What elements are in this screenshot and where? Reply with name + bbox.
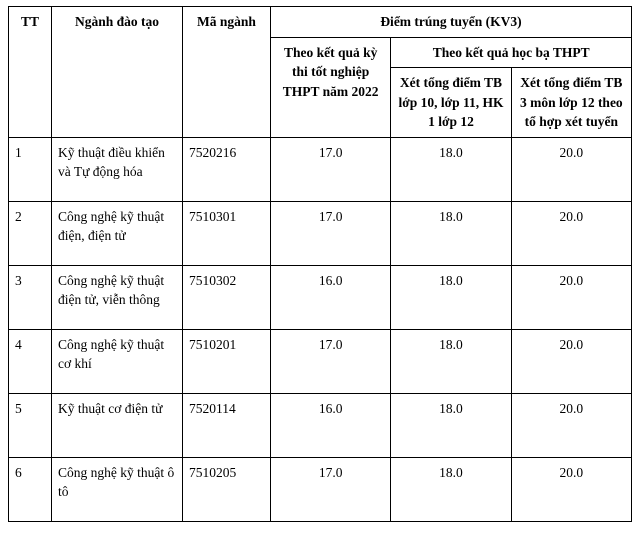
header-by-exam: Theo kết quả kỳ thi tốt nghiệp THPT năm 2022 <box>271 37 391 137</box>
cell-major-name: Công nghệ kỹ thuật điện tử, viễn thông <box>52 265 183 329</box>
cell-major-name: Kỹ thuật điều khiển và Tự động hóa <box>52 137 183 201</box>
cell-tt: 6 <box>9 457 52 521</box>
cell-transcript-score-2: 20.0 <box>511 137 631 201</box>
cell-tt: 1 <box>9 137 52 201</box>
header-tt: TT <box>9 7 52 138</box>
header-score-group: Điểm trúng tuyển (KV3) <box>271 7 632 38</box>
header-transcript-sub2: Xét tổng điểm TB 3 môn lớp 12 theo tổ hợp xét tuyển <box>511 68 631 138</box>
cell-major-name: Công nghệ kỹ thuật cơ khí <box>52 329 183 393</box>
cell-tt: 5 <box>9 393 52 457</box>
cell-exam-score: 16.0 <box>271 265 391 329</box>
table-row <box>9 265 632 329</box>
header-transcript-sub1: Xét tổng điểm TB lớp 10, lớp 11, HK 1 lớp 12 <box>391 68 511 138</box>
header-major-code: Mã ngành <box>183 7 271 138</box>
header-major-name: Ngành đào tạo <box>52 7 183 138</box>
header-by-transcript: Theo kết quả học bạ THPT <box>391 37 632 68</box>
cell-exam-score: 16.0 <box>271 393 391 457</box>
cell-exam-score: 17.0 <box>271 457 391 521</box>
cell-exam-score: 17.0 <box>271 137 391 201</box>
table-body <box>9 137 632 521</box>
table-row <box>9 329 632 393</box>
admission-score-table <box>8 6 632 522</box>
cell-transcript-score-1: 18.0 <box>391 329 511 393</box>
table-row <box>9 137 632 201</box>
cell-transcript-score-2: 20.0 <box>511 265 631 329</box>
table-header <box>9 7 632 138</box>
cell-exam-score: 17.0 <box>271 201 391 265</box>
cell-tt: 3 <box>9 265 52 329</box>
cell-transcript-score-1: 18.0 <box>391 457 511 521</box>
cell-tt: 4 <box>9 329 52 393</box>
cell-transcript-score-1: 18.0 <box>391 265 511 329</box>
header-row-1 <box>9 7 632 38</box>
cell-major-code: 7510201 <box>183 329 271 393</box>
cell-transcript-score-1: 18.0 <box>391 393 511 457</box>
cell-major-code: 7510205 <box>183 457 271 521</box>
cell-major-code: 7510301 <box>183 201 271 265</box>
cell-major-name: Công nghệ kỹ thuật ô tô <box>52 457 183 521</box>
cell-major-name: Công nghệ kỹ thuật điện, điện tử <box>52 201 183 265</box>
cell-transcript-score-2: 20.0 <box>511 201 631 265</box>
cell-transcript-score-2: 20.0 <box>511 393 631 457</box>
cell-transcript-score-2: 20.0 <box>511 329 631 393</box>
cell-tt: 2 <box>9 201 52 265</box>
cell-major-name: Kỹ thuật cơ điện tử <box>52 393 183 457</box>
cell-major-code: 7510302 <box>183 265 271 329</box>
cell-transcript-score-1: 18.0 <box>391 137 511 201</box>
cell-major-code: 7520216 <box>183 137 271 201</box>
table-row <box>9 457 632 521</box>
cell-major-code: 7520114 <box>183 393 271 457</box>
table-row <box>9 393 632 457</box>
table-row <box>9 201 632 265</box>
cell-exam-score: 17.0 <box>271 329 391 393</box>
cell-transcript-score-1: 18.0 <box>391 201 511 265</box>
cell-transcript-score-2: 20.0 <box>511 457 631 521</box>
